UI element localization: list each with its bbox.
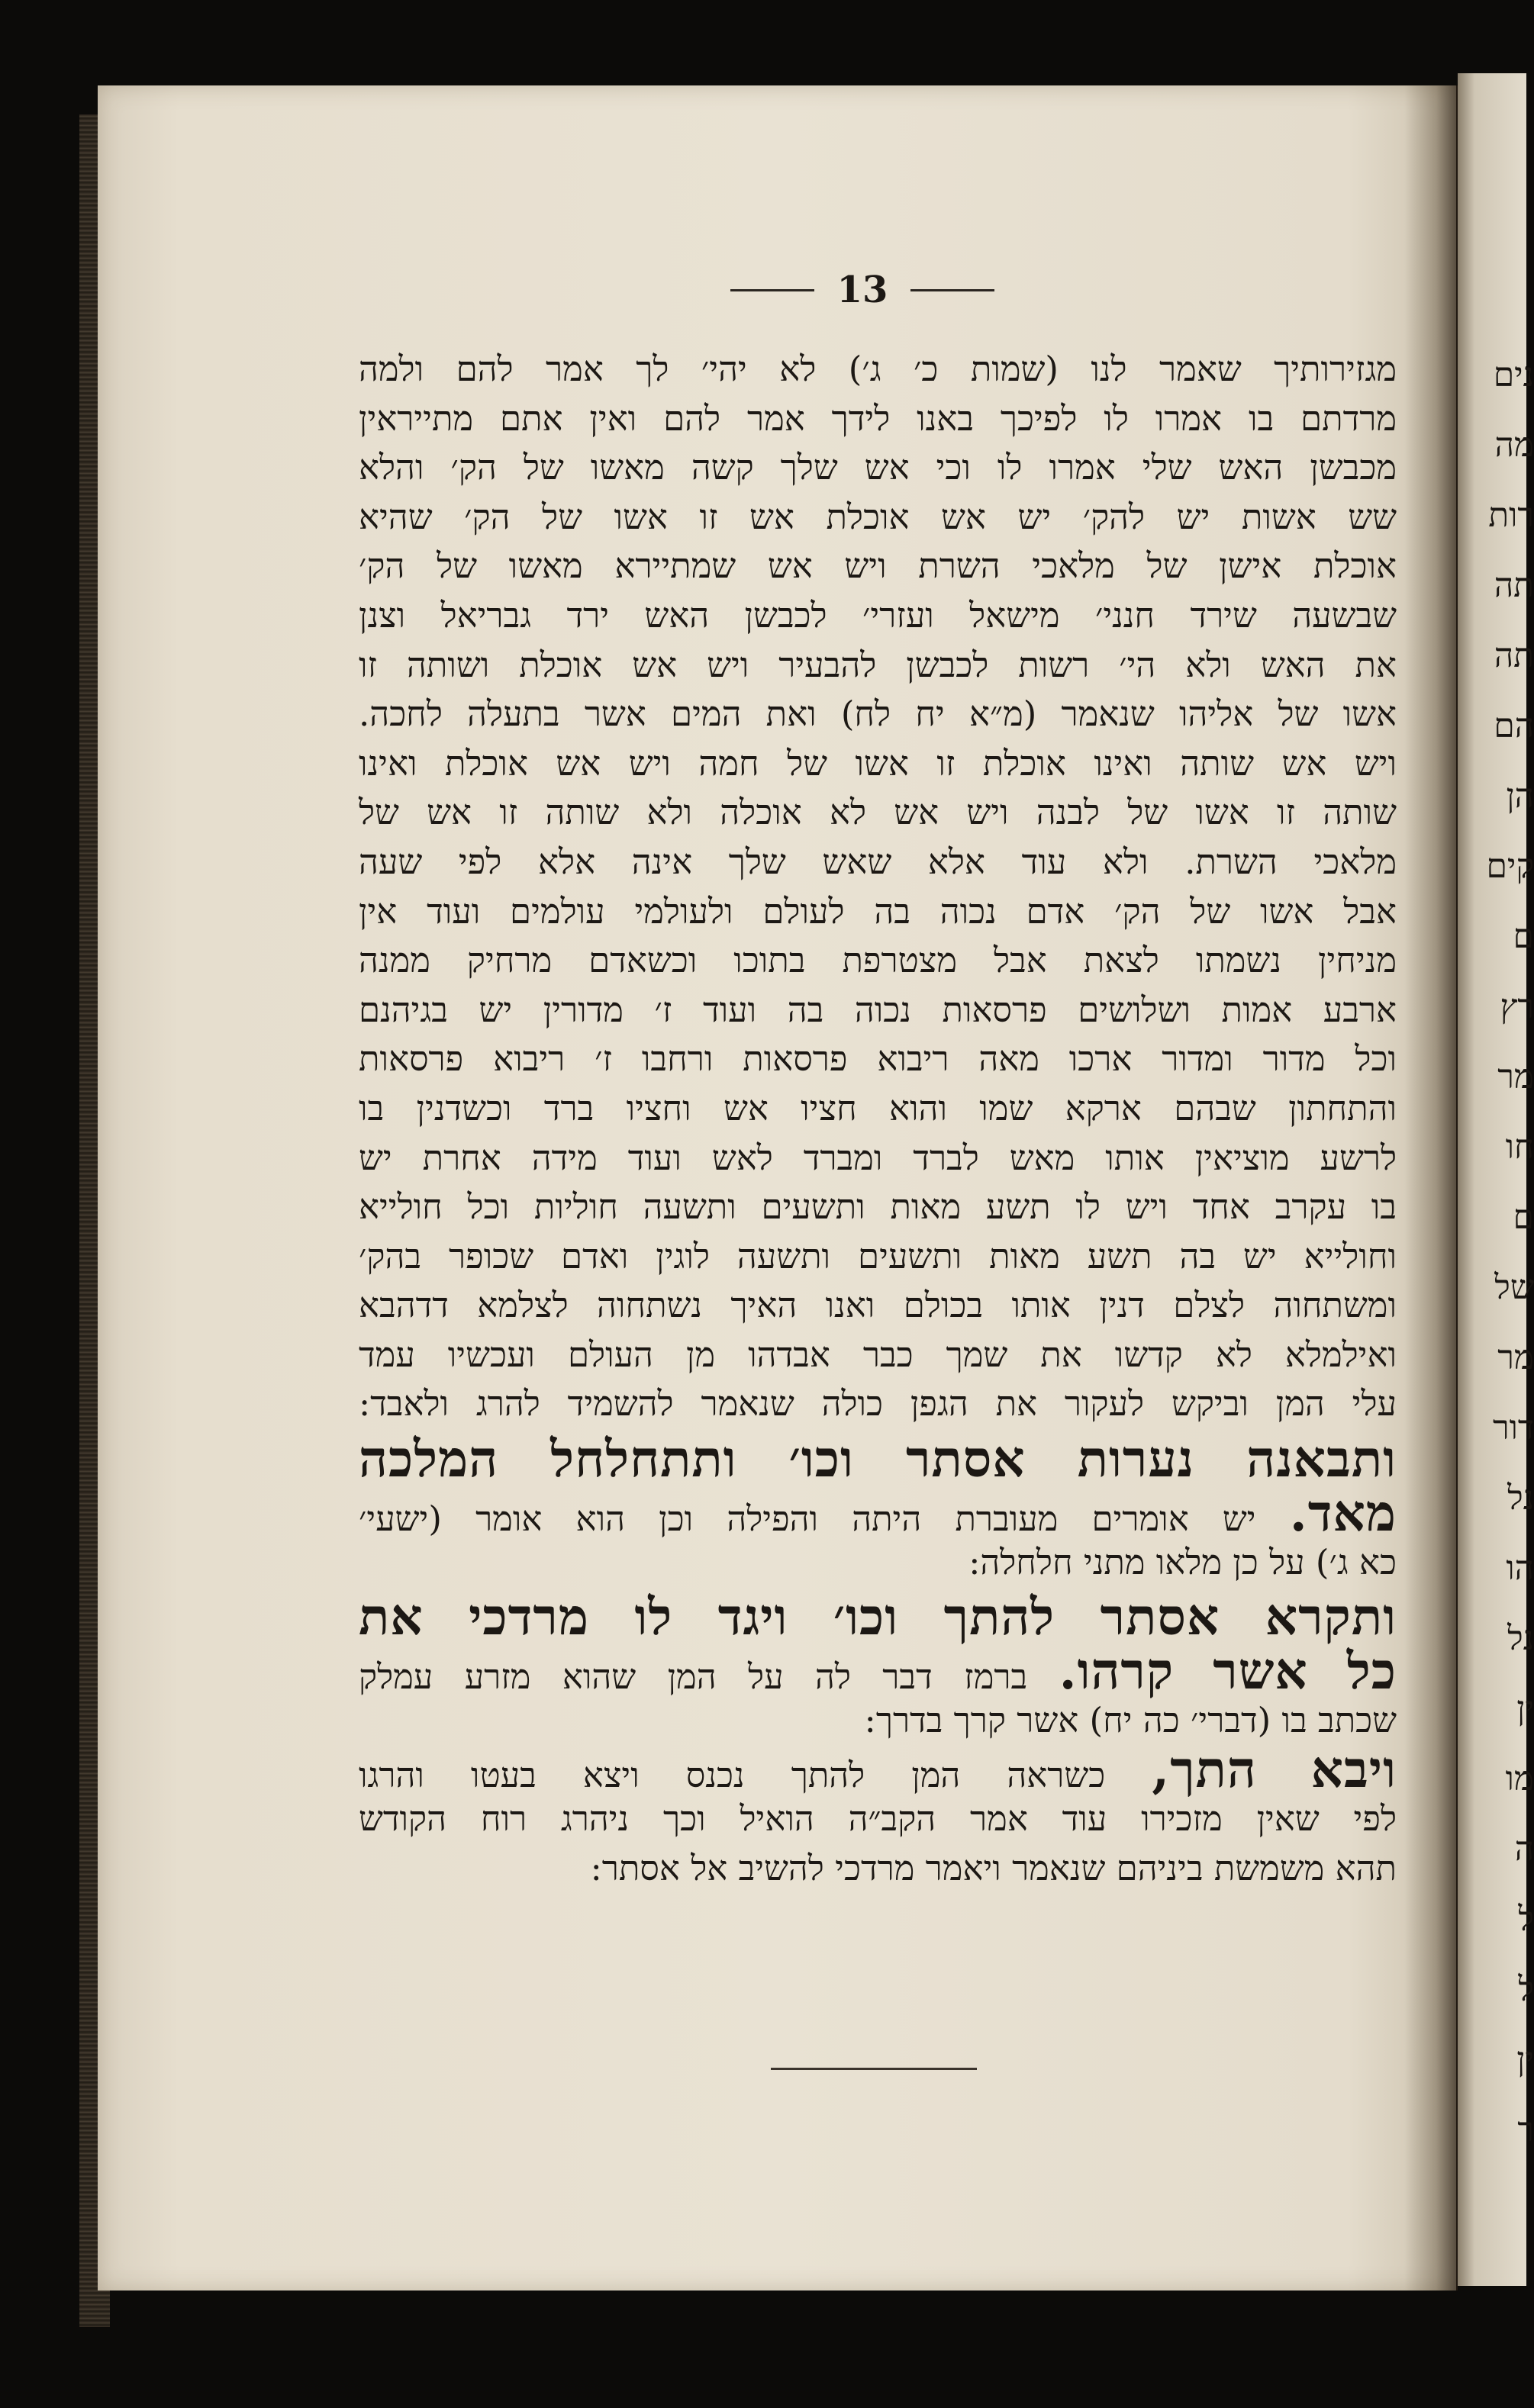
- text-line: [359, 1134, 1397, 1183]
- facing-page-fragment: ה: [1514, 1830, 1534, 1869]
- facing-page-fragment: מר: [1497, 1338, 1534, 1377]
- header-dash-right: [910, 289, 994, 291]
- lemma-heading: ותבאנה נערות אסתר וכו׳ ותתחלחל המלכה: [359, 1429, 1397, 1489]
- line-text: אשו של אליהו שנאמר (מ״א יח לח) ואת המים אשר בתעלה לחכה.: [359, 694, 1397, 735]
- facing-page-fragment: דור: [1492, 1408, 1534, 1447]
- line-text: מכבשן האש שלי אמרו לו וכי אש שלך קשה מאשו של הק׳ והלא: [359, 447, 1397, 488]
- line-text: שותה זו אשו של לבנה ויש אש לא אוכלה ולא שותה זו אש של: [359, 792, 1397, 833]
- text-line: [359, 542, 1397, 591]
- facing-page-fragment: ין: [1516, 2040, 1534, 2079]
- lemma-heading: ויבא התך,: [1152, 1740, 1397, 1800]
- text-line: [359, 1538, 1397, 1588]
- text-line: [359, 1696, 1397, 1746]
- line-text: ומשתחוה לצלם דנין אותו בכולם ואנו האיך נשתחוה לצלמא דדהבא: [359, 1285, 1397, 1326]
- text-line: [359, 1483, 1397, 1544]
- line-text: עלי המן וביקש לעקור את הגפן כולה שנאמר להשמיד להרג ולאבד:: [359, 1383, 1397, 1425]
- line-text: את האש ולא הי׳ רשות לכבשן להבעיר ויש אש אוכלת ושותה זו: [359, 644, 1397, 685]
- header-dash-left: [730, 289, 814, 291]
- facing-page-fragment: חו: [1505, 1128, 1534, 1167]
- line-text: והתחתון שבהם ארקא שמו והוא חציו אש וחציו ברד וכשדנין בו: [359, 1087, 1397, 1128]
- text-line: [359, 443, 1397, 493]
- text-line: [359, 591, 1397, 641]
- facing-page-fragment: ם: [1513, 1198, 1534, 1237]
- text-line: [359, 641, 1397, 691]
- line-text: בו עקרב אחד ויש לו תשע מאות ותשעים ותשעה חוליות וכל חולייא: [359, 1186, 1397, 1228]
- facing-page-fragment: ל: [1518, 1970, 1534, 2009]
- text-line: [359, 1084, 1397, 1134]
- facing-page-fragment: נים: [1493, 356, 1534, 394]
- lemma-heading: ותקרא אסתר להתך וכו׳ ויגד לו מרדכי את: [359, 1587, 1397, 1647]
- text-line: [359, 739, 1397, 789]
- facing-page-fragment: רץ: [1500, 987, 1534, 1026]
- text-line: [359, 788, 1397, 838]
- facing-page-fragment: תה: [1494, 636, 1534, 675]
- text-line: [359, 1641, 1397, 1701]
- facing-page-fragment: נל: [1507, 1619, 1534, 1658]
- text-line: [359, 838, 1397, 887]
- facing-page-fragment: מו: [1505, 1759, 1534, 1798]
- text-line: [359, 1587, 1397, 1647]
- text-line: [359, 1232, 1397, 1282]
- facing-page-fragment: רות: [1488, 496, 1534, 535]
- text-line: [359, 1844, 1397, 1894]
- text-line: [359, 690, 1397, 739]
- facing-page-fragment: נל: [1507, 1479, 1534, 1518]
- lemma-heading: כל אשר קרהו.: [1059, 1641, 1397, 1701]
- facing-page-fragment: של: [1494, 1268, 1534, 1307]
- line-text: מלאכי השרת. ולא עוד אלא שאש שלך אינה אלא לפי שעה: [359, 841, 1397, 882]
- facing-page-fragment: ל: [1518, 1900, 1534, 1939]
- page-gutter-shadow: [1404, 85, 1458, 2290]
- facing-page-fragment: ין: [1516, 1689, 1534, 1728]
- facing-page-fragment: הו: [1506, 1549, 1534, 1588]
- line-text: מניחין נשמתו לצאת אבל מצטרפת בתוכו וכשאדם מרחיק ממנה: [359, 940, 1397, 981]
- facing-page-fragment: מר: [1497, 1058, 1534, 1096]
- end-rule: [771, 2068, 977, 2070]
- line-text: מרדתם בו אמרו לו לפיכך באנו לידך אמר להם ואין אתם מתייראין: [359, 398, 1397, 439]
- line-text: לפי שאין מזכירו עוד אמר הקב״ה הואיל וכך ניהרג רוח הקודש: [359, 1798, 1397, 1840]
- facing-page-fragment: מה: [1494, 426, 1534, 465]
- line-text: כשראה המן להתך נכנס ויצא בעטו והרגו: [359, 1755, 1152, 1796]
- line-text: ארבע אמות ושלושים פרסאות נכוה בה ועוד ז׳ מדורין יש בגיהנם: [359, 989, 1397, 1030]
- text-line: [359, 887, 1397, 937]
- text-line: [359, 986, 1397, 1035]
- page-number: 13: [836, 269, 888, 311]
- text-line: [359, 1795, 1397, 1844]
- text-line: [359, 1740, 1397, 1800]
- line-text: שכתב בו (דברי׳ כה יח) אשר קרך בדרך:: [864, 1699, 1397, 1740]
- line-text: ויש אש שותה ואינו אוכלת זו אשו של חמה ויש אש אוכלת ואינו: [359, 742, 1397, 784]
- line-text: אוכלת אישן של מלאכי השרת ויש אש שמתיירא מאשו של הק׳: [359, 546, 1397, 587]
- facing-page-fragment: הן: [1506, 777, 1534, 816]
- text-line: [359, 394, 1397, 444]
- facing-page-edge: [1458, 73, 1534, 2286]
- text-line: [359, 1281, 1397, 1331]
- text-line: [359, 1331, 1397, 1380]
- text-line: [359, 1183, 1397, 1232]
- text-line: [359, 493, 1397, 542]
- line-text: אבל אשו של הק׳ אדם נכוה בה לעולם ולעולמי עולמים ועוד אין: [359, 890, 1397, 932]
- facing-page-fragment: קים: [1486, 847, 1534, 886]
- line-text: תהא משמשת ביניהם שנאמר ויאמר מרדכי להשיב אל אסתר:: [590, 1847, 1397, 1888]
- text-line: [359, 1379, 1397, 1429]
- line-text: שבשעה שירד חנני׳ מישאל ועזרי׳ לכבשן האש ירד גבריאל וצנן: [359, 594, 1397, 636]
- text-line: [359, 1429, 1397, 1489]
- facing-page-fragment: תה: [1494, 566, 1534, 605]
- text-line: [359, 1035, 1397, 1084]
- line-text: ברמז דבר לה על המן שהוא מזרע עמלק: [359, 1656, 1059, 1698]
- line-text: לרשע מוציאין אותו מאש לברד ומברד לאש ועוד מידה אחרת יש: [359, 1137, 1397, 1178]
- line-text: ואילמלא לא קדשו את שמך כבר אבדהו מן העולם ועכשיו עמד: [359, 1334, 1397, 1375]
- line-text: שש אשות יש להק׳ יש אש אוכלת אש זו אשו של הק׳ שהיא: [359, 496, 1397, 537]
- facing-page-fragment: ר: [1517, 2110, 1534, 2149]
- facing-page-fragment: הם: [1494, 707, 1534, 745]
- page-body-text: [359, 345, 1397, 1893]
- line-text: יש אומרים מעוברת היתה והפילה וכן הוא אומר (ישעי׳: [359, 1499, 1290, 1540]
- line-text: וכל מדור ומדור ארכו מאה ריבוא פרסאות ורחבו ז׳ ריבוא פרסאות: [359, 1038, 1397, 1080]
- line-text: וחולייא יש בה תשע מאות ותשעים ותשעה לוגין ואדם שכופר בהק׳: [359, 1235, 1397, 1276]
- line-text: מגזירותיך שאמר לנו (שמות כ׳ ג׳) לא יהי׳ לך אמר להם ולמה: [359, 349, 1397, 389]
- text-line: [359, 936, 1397, 986]
- facing-page-fragment: ם: [1513, 917, 1534, 956]
- page-header: [710, 267, 1015, 313]
- text-line: [359, 345, 1397, 394]
- lemma-heading: מאד.: [1289, 1483, 1397, 1544]
- line-text: כא ג׳) על כן מלאו מתני חלחלה:: [968, 1541, 1397, 1582]
